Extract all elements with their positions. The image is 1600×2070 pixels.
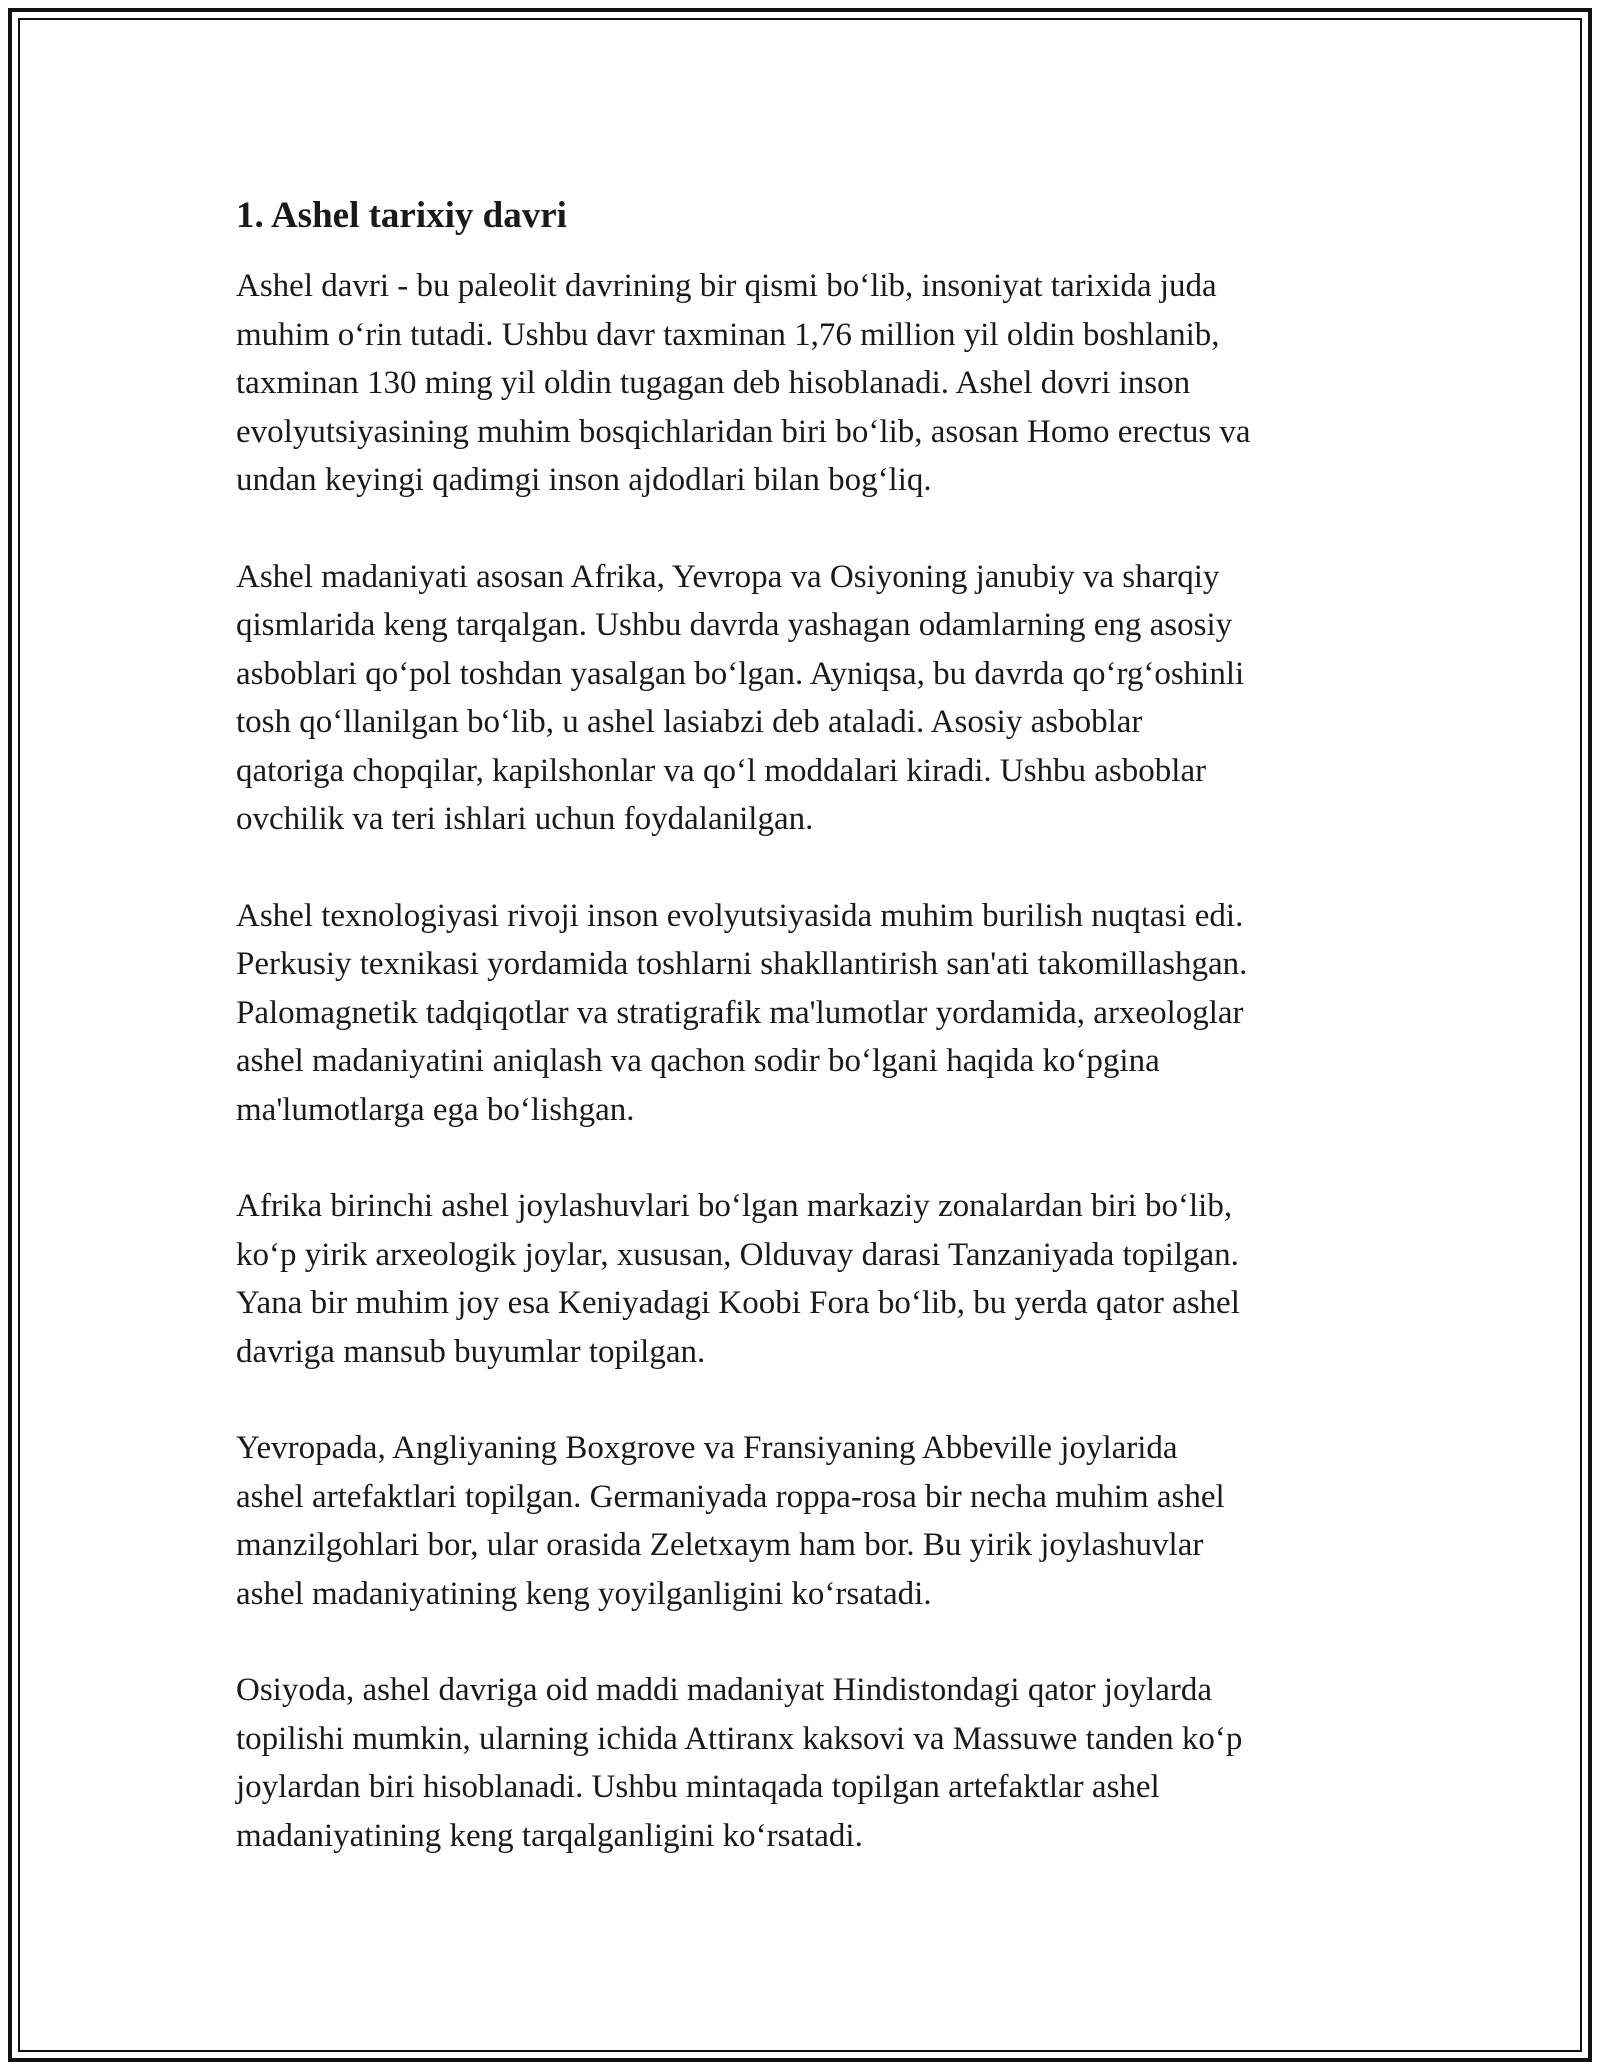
paragraph-line: Yana bir muhim joy esa Keniyadagi Koobi Fora bo‘lib, bu yerda qator ashel xyxy=(236,1285,1240,1321)
paragraph-5 xyxy=(236,1424,1396,1618)
paragraph-line: Ashel texnologiyasi rivoji inson evolyutsiyasida muhim burilish nuqtasi edi. xyxy=(236,897,1244,934)
paragraph-line: ko‘p yirik arxeologik joylar, xususan, Olduvay darasi Tanzaniyada topilgan. xyxy=(236,1236,1239,1273)
paragraph-line: muhim o‘rin tutadi. Ushbu davr taxminan 1,76 million yil oldin boshlanib, xyxy=(236,316,1220,353)
paragraph-line: Ashel madaniyati asosan Afrika, Yevropa va Osiyoning janubiy va sharqiy xyxy=(236,558,1220,595)
paragraph-line: ashel madaniyatini aniqlash va qachon sodir bo‘lgani haqida ko‘pgina xyxy=(236,1043,1160,1079)
paragraph-line: joylardan biri hisoblanadi. Ushbu mintaqada topilgan artefaktlar ashel xyxy=(236,1769,1160,1805)
paragraph-line: asboblari qo‘pol toshdan yasalgan bo‘lgan. Ayniqsa, bu davrda qo‘rg‘oshinli xyxy=(236,655,1245,692)
paragraph-line: undan keyingi qadimgi inson ajdodlari bilan bog‘liq. xyxy=(236,462,932,498)
paragraph-line: topilishi mumkin, ularning ichida Attiranx kaksovi va Massuwe tanden ko‘p xyxy=(236,1720,1243,1757)
paragraph-line: ashel artefaktlari topilgan. Germaniyada roppa-rosa bir necha muhim ashel xyxy=(236,1478,1225,1515)
paragraph-3 xyxy=(236,892,1396,1135)
paragraph-line: davriga mansub buyumlar topilgan. xyxy=(236,1333,706,1370)
paragraph-6 xyxy=(236,1666,1396,1860)
paragraph-line: qatoriga chopqilar, kapilshonlar va qo‘l moddalari kiradi. Ushbu asboblar xyxy=(236,752,1207,789)
paragraph-line: Ashel davri - bu paleolit davrining bir qismi bo‘lib, insoniyat tarixida juda xyxy=(236,268,1217,304)
paragraph-1 xyxy=(236,262,1396,505)
paragraph-line: taxminan 130 ming yil oldin tugagan deb hisoblanadi. Ashel dovri inson xyxy=(236,365,1191,401)
paragraph-line: Perkusiy texnikasi yordamida toshlarni shakllantirish san'ati takomillashgan. xyxy=(236,946,1248,982)
paragraph-line: Palomagnetik tadqiqotlar va stratigrafik ma'lumotlar yordamida, arxeologlar xyxy=(236,994,1244,1031)
paragraph-line: qismlarida keng tarqalgan. Ushbu davrda yashagan odamlarning eng asosiy xyxy=(236,607,1233,643)
paragraph-line: madaniyatining keng tarqalganligini ko‘rsatadi. xyxy=(236,1817,863,1854)
document-content xyxy=(236,188,1396,1908)
paragraph-line: ovchilik va teri ishlari uchun foydalanilgan. xyxy=(236,801,814,837)
paragraph-line: Yevropada, Angliyaning Boxgrove va Fransiyaning Abbeville joylarida xyxy=(236,1430,1178,1466)
paragraph-line: Osiyoda, ashel davriga oid maddi madaniyat Hindistondagi qator joylarda xyxy=(236,1672,1213,1708)
paragraph-line: manzilgohlari bor, ular orasida Zeletxaym ham bor. Bu yirik joylashuvlar xyxy=(236,1527,1204,1563)
paragraph-2 xyxy=(236,553,1396,844)
paragraph-line: ma'lumotlarga ega bo‘lishgan. xyxy=(236,1091,635,1128)
paragraph-4 xyxy=(236,1182,1396,1376)
section-heading: 1. Ashel tarixiy davri xyxy=(236,195,567,236)
paragraph-line: ashel madaniyatining keng yoyilganligini ko‘rsatadi. xyxy=(236,1575,932,1612)
paragraph-line: Afrika birinchi ashel joylashuvlari bo‘lgan markaziy zonalardan biri bo‘lib, xyxy=(236,1188,1233,1224)
paragraph-line: evolyutsiyasining muhim bosqichlaridan biri bo‘lib, asosan Homo erectus va xyxy=(236,413,1251,450)
paragraph-line: tosh qo‘llanilgan bo‘lib, u ashel lasiabzi deb ataladi. Asosiy asboblar xyxy=(236,704,1143,740)
